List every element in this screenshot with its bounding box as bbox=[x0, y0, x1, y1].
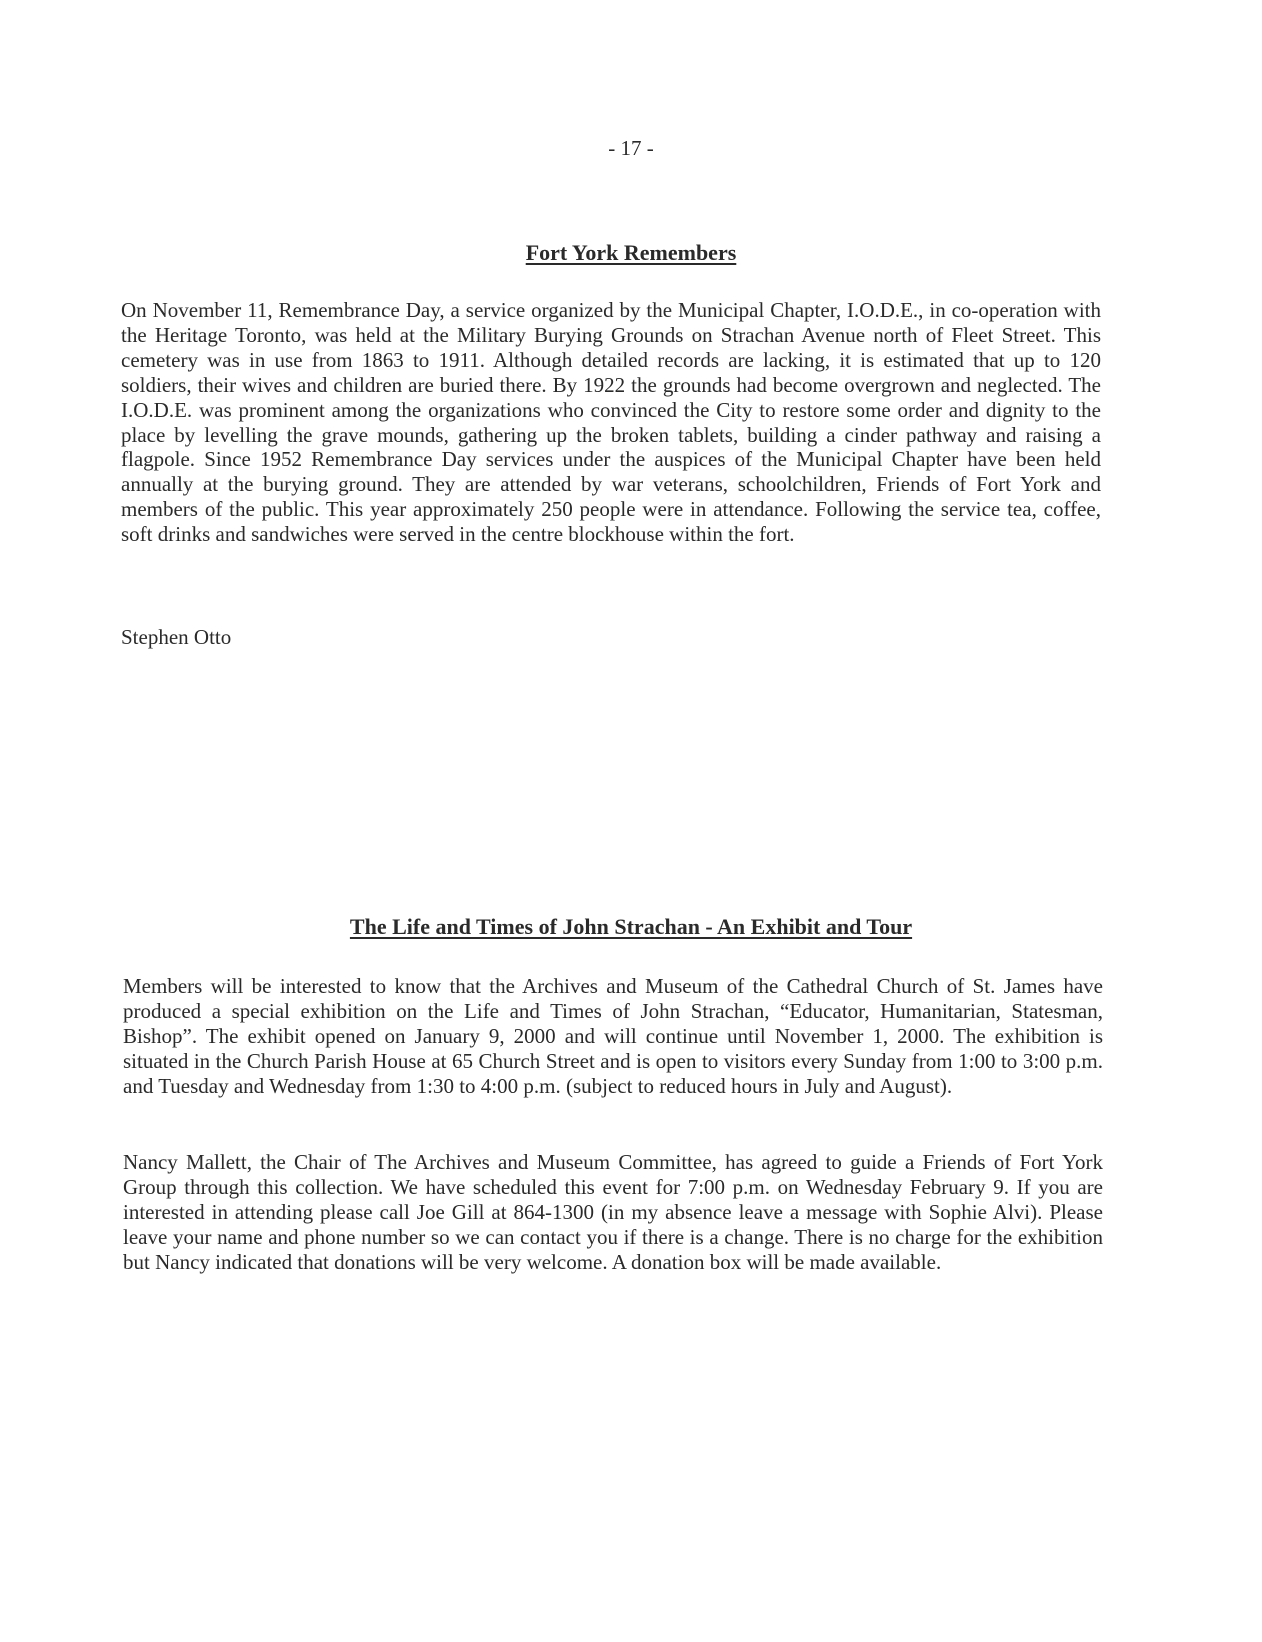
paragraph-exhibit-details: Members will be interested to know that the Archives and Museum of the Cathedral Church of St. James have produced a special exhibition on the Life and Times of John Strachan, “Educator, Humanitarian, Statesman, Bishop”. The exhibit opened on January 9, 2000 and will continue until November 1, 2000. The exhibition is situated in the Church Parish House at 65 Church Street and is open to visitors every Sunday from 1:00 to 3:00 p.m. and Tuesday and Wednesday from 1:30 to 4:00 p.m. (subject to reduced hours in July and August). bbox=[123, 974, 1103, 1098]
paragraph-tour-details: Nancy Mallett, the Chair of The Archives and Museum Committee, has agreed to guide a Friends of Fort York Group through this collection. We have scheduled this event for 7:00 p.m. on Wednesday February 9. If you are interested in attending please call Joe Gill at 864-1300 (in my absence leave a message with Sophie Alvi). Please leave your name and phone number so we can contact you if there is a change. There is no charge for the exhibition but Nancy indicated that donations will be very welcome. A donation box will be made available. bbox=[123, 1150, 1103, 1274]
author-signature: Stephen Otto bbox=[121, 625, 232, 649]
section-title-john-strachan-exhibit: The Life and Times of John Strachan - An Exhibit and Tour bbox=[349, 914, 913, 939]
section-title-fort-york-remembers: Fort York Remembers bbox=[525, 240, 737, 265]
page-number: - 17 - bbox=[608, 136, 654, 160]
paragraph-remembrance-day: On November 11, Remembrance Day, a service organized by the Municipal Chapter, I.O.D.E., in co-operation with the Heritage Toronto, was held at the Military Burying Grounds on Strachan Avenue north of Fleet Street. This cemetery was in use from 1863 to 1911. Although detailed records are lacking, it is estimated that up to 120 soldiers, their wives and children are buried there. By 1922 the grounds had become overgrown and neglected. The I.O.D.E. was prominent among the organizations who convinced the City to restore some order and dignity to the place by levelling the grave mounds, gathering up the broken tablets, building a cinder pathway and raising a flagpole. Since 1952 Remembrance Day services under the auspices of the Municipal Chapter have been held annually at the burying ground. They are attended by war veterans, schoolchildren, Friends of Fort York and members of the public. This year approximately 250 people were in attendance. Following the service tea, coffee, soft drinks and sandwiches were served in the centre blockhouse within the fort. bbox=[121, 298, 1101, 547]
